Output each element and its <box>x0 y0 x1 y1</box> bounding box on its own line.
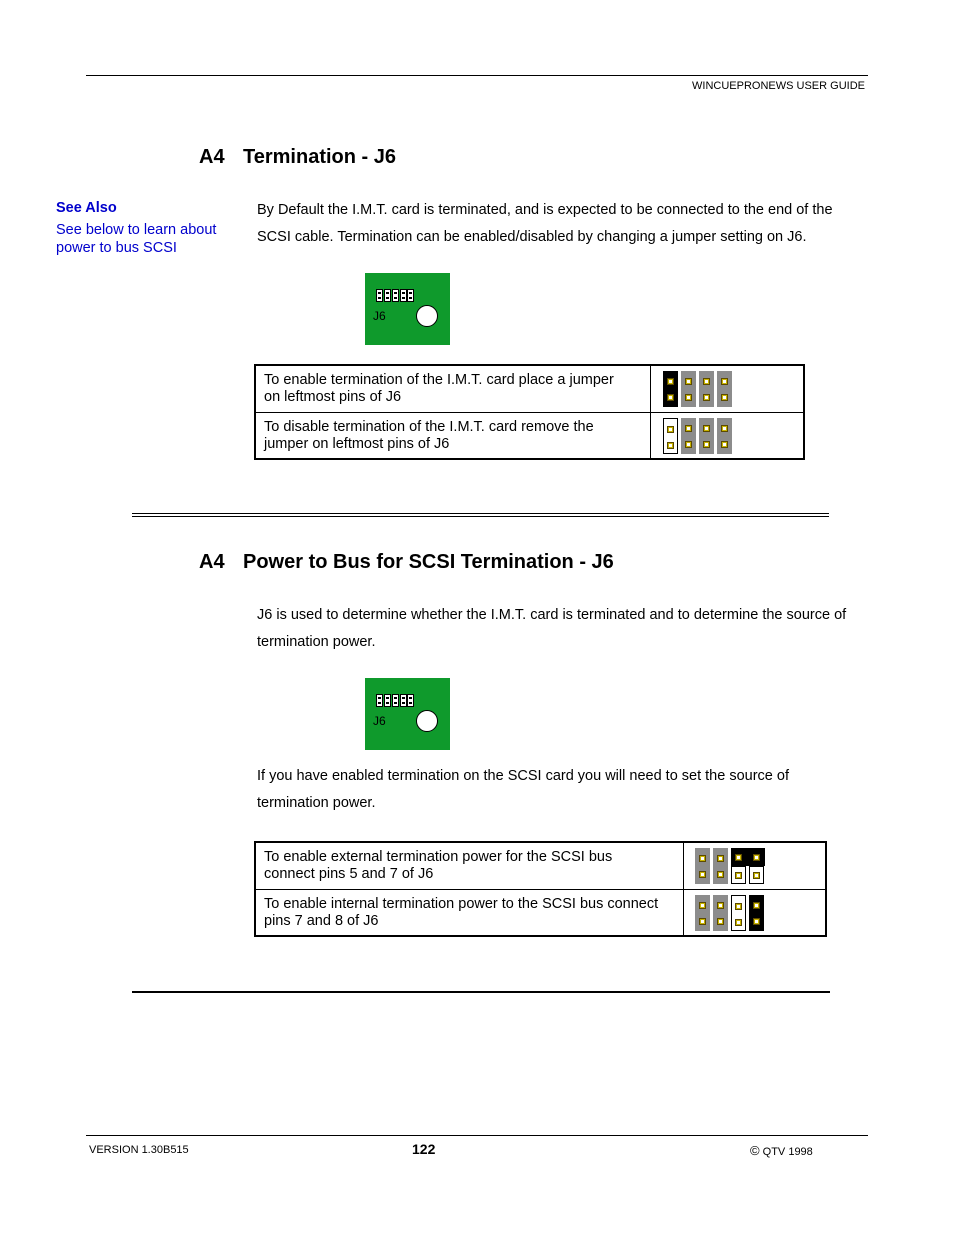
footer-rule <box>86 1135 868 1136</box>
j6-board-image <box>365 273 450 345</box>
section1-paragraph-line2: SCSI cable. Termination can be enabled/disabled by changing a jumper setting on J6. <box>257 229 807 245</box>
section2-paragraph1-line2: termination power. <box>257 634 376 650</box>
see-also <box>56 200 246 257</box>
section2-heading <box>199 551 614 574</box>
pin-column <box>695 895 710 931</box>
section1-heading <box>199 146 396 169</box>
pin-column <box>717 371 732 407</box>
j6-board-image <box>365 678 450 750</box>
table-cell-text <box>255 842 684 889</box>
pin-column <box>713 895 728 931</box>
open-pin <box>749 866 764 884</box>
pin-column <box>717 418 732 454</box>
header-pin <box>376 289 383 302</box>
pin <box>753 854 760 861</box>
row-text-line2: jumper on leftmost pins of J6 <box>264 435 450 452</box>
see-also-title: See Also <box>56 200 117 216</box>
see-also-link-line2[interactable]: power to bus SCSI <box>56 240 177 256</box>
mounting-hole <box>416 710 438 732</box>
pin-column <box>699 371 714 407</box>
row-text-line1: To enable internal termination power to the SCSI bus connect <box>264 895 659 912</box>
table-cell-text <box>255 365 651 412</box>
header-pin <box>376 694 383 707</box>
see-also-link[interactable] <box>56 221 246 257</box>
section-divider <box>132 516 829 517</box>
section1-number: A4 <box>199 146 225 168</box>
jumper-diagram-internal <box>684 889 827 936</box>
pin <box>735 854 742 861</box>
section-divider <box>132 513 829 514</box>
header-rule <box>86 75 868 76</box>
row-text-line1: To enable external termination power for the SCSI bus <box>264 849 613 865</box>
pin-column <box>713 848 728 884</box>
row-text-line1: To disable termination of the I.M.T. card remove the <box>264 418 594 435</box>
pin-column <box>681 371 696 407</box>
section2-paragraph2-line1: If you have enabled termination on the SCSI card you will need to set the source of <box>257 768 789 784</box>
row-text-line2: pins 7 and 8 of J6 <box>264 912 379 929</box>
header-pin <box>400 289 407 302</box>
section1-title: Termination - J6 <box>243 146 396 168</box>
copyright-icon: © <box>750 1143 760 1158</box>
row-text-line2: on leftmost pins of J6 <box>264 389 402 405</box>
section1-paragraph <box>257 197 877 251</box>
copyright-text: QTV 1998 <box>762 1146 813 1158</box>
board-label: J6 <box>373 714 386 728</box>
termination-power-table <box>254 841 827 937</box>
section2-paragraph1-line1: J6 is used to determine whether the I.M.T. card is terminated and to determine the source of <box>257 607 847 623</box>
header-pin <box>407 289 414 302</box>
termination-table <box>254 364 805 460</box>
page-number: 122 <box>412 1141 436 1157</box>
header-pin <box>392 289 399 302</box>
open-pin <box>731 866 746 884</box>
mounting-hole <box>416 305 438 327</box>
jumper-icon <box>663 371 678 407</box>
open-pin-column <box>731 895 746 931</box>
pin-column <box>681 418 696 454</box>
header-pin <box>400 694 407 707</box>
open-pin-column <box>663 418 678 454</box>
header-pin <box>384 694 391 707</box>
section2-paragraph1 <box>257 602 877 656</box>
see-also-link-line1[interactable]: See below to learn about <box>56 222 217 238</box>
row-text-line2: connect pins 5 and 7 of J6 <box>264 866 434 882</box>
guide-title: WINCUEPRONEWS USER GUIDE <box>692 80 865 92</box>
table-row <box>255 412 804 459</box>
jumper-diagram-disabled <box>651 412 805 459</box>
section1-paragraph-line1: By Default the I.M.T. card is terminated, and is expected to be connected to the end of the <box>257 202 833 218</box>
section2-paragraph2-line2: termination power. <box>257 795 376 811</box>
section-end-rule <box>132 991 830 993</box>
header-pin <box>384 289 391 302</box>
table-row <box>255 365 804 412</box>
header-pin <box>392 694 399 707</box>
section2-number: A4 <box>199 551 225 573</box>
version-text: VERSION 1.30B515 <box>89 1144 189 1156</box>
jumper-icon <box>749 895 764 931</box>
jumper-diagram-enabled <box>651 365 805 412</box>
table-cell-text <box>255 412 651 459</box>
table-row <box>255 889 826 936</box>
board-label: J6 <box>373 309 386 323</box>
row-text-line1: To enable termination of the I.M.T. card place a jumper <box>264 372 614 388</box>
pin-column <box>699 418 714 454</box>
pin-column <box>695 848 710 884</box>
header-pin <box>407 694 414 707</box>
table-cell-text <box>255 889 684 936</box>
table-row <box>255 842 826 889</box>
jumper-diagram-external <box>684 842 827 889</box>
section2-paragraph2 <box>257 763 877 817</box>
section2-title: Power to Bus for SCSI Termination - J6 <box>243 551 614 573</box>
copyright <box>750 1143 813 1158</box>
